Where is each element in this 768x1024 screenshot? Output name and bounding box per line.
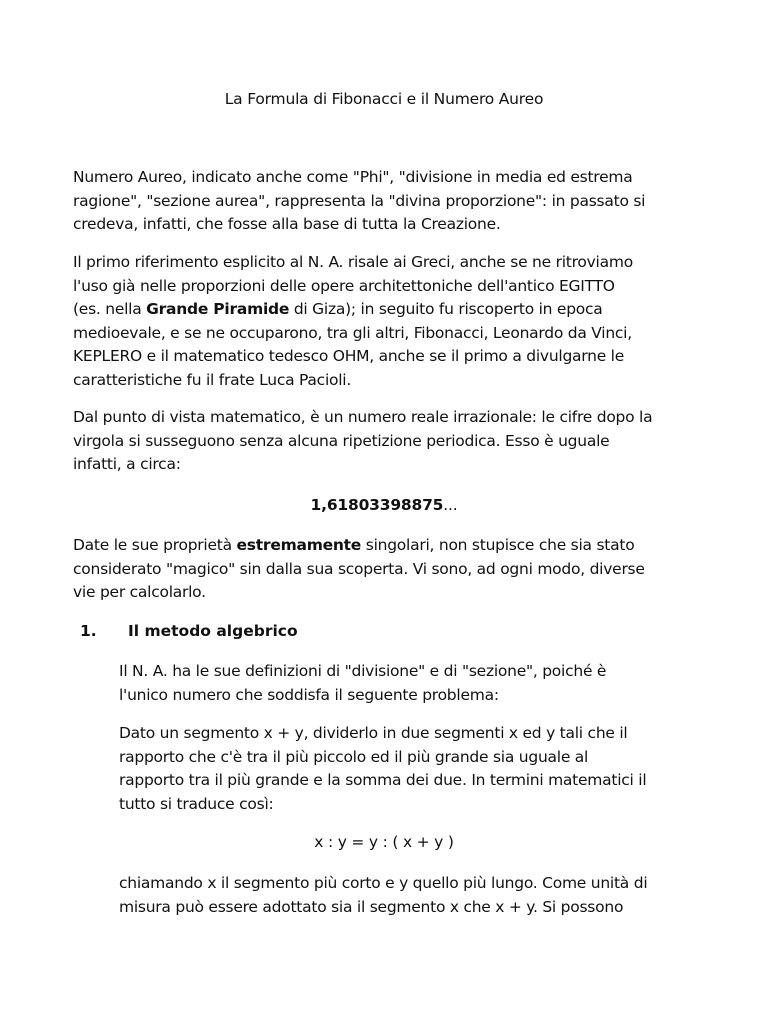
text-line: [73, 298, 713, 322]
text-line: ragione", "sezione aurea", rappresenta la "divina proporzione": in passato si: [73, 191, 646, 210]
text-line: Il primo riferimento esplicito al N. A. risale ai Greci, anche se ne ritroviamo: [73, 253, 633, 271]
text-line: considerato "magico" sin dalla sua scoperta. Vi sono, ad ogni modo, diverse: [73, 559, 645, 578]
text-line: rapporto tra il più grande e la somma dei due. In termini matematici il: [119, 771, 647, 789]
text-fragment: Date le sue proprietà: [73, 536, 237, 554]
phi-ellipsis: ...: [443, 496, 458, 514]
paragraph-numero-aureo: [73, 166, 713, 237]
paragraph-segments: [119, 872, 719, 919]
text-line: medioevale, e se ne occuparono, tra gli altri, Fibonacci, Leonardo da Vinci,: [73, 323, 632, 342]
bold-estremamente: estremamente: [236, 536, 362, 554]
text-line: KEPLERO e il matematico tedesco OHM, anche se il primo a divulgarne le: [73, 347, 625, 365]
text-line: rapporto che c'è tra il più piccolo ed il più grande sia uguale al: [119, 747, 589, 766]
bold-grande-piramide: Grande Piramide: [146, 300, 290, 318]
paragraph-history: [73, 251, 713, 392]
document-title: La Formula di Fibonacci e il Numero Aureo: [224, 90, 544, 108]
paragraph-mathematical: [73, 406, 713, 477]
text-line: credeva, infatti, che fosse alla base di tutta la Creazione.: [73, 215, 501, 233]
text-line: Il N. A. ha le sue definizioni di "divisione" e di "sezione", poiché è: [119, 662, 607, 680]
phi-value: 1,61803398875: [310, 496, 444, 514]
phi-value-line: [0, 496, 768, 514]
text-line: Dal punto di vista matematico, è un numero reale irrazionale: le cifre dopo la: [73, 408, 653, 426]
text-line: [73, 534, 713, 558]
text-fragment: singolari, non stupisce che sia stato: [361, 536, 635, 554]
paragraph-definitions: [119, 660, 719, 707]
text-line: virgola si susseguono senza alcuna ripetizione periodica. Esso è uguale: [73, 431, 610, 450]
text-line: vie per calcolarlo.: [73, 583, 206, 601]
proportion-formula: x : y = y : ( x + y ): [314, 833, 454, 851]
text-line: l'unico numero che soddisfa il seguente problema:: [119, 685, 499, 704]
section-heading-algebraic: [80, 622, 298, 640]
text-line: infatti, a circa:: [73, 455, 181, 473]
text-line: tutto si traduce così:: [119, 794, 274, 813]
text-line: caratteristiche fu il frate Luca Pacioli.: [73, 370, 352, 389]
paragraph-segment-problem: [119, 722, 719, 816]
text-line: Dato un segmento x + y, dividerlo in due segmenti x ed y tali che il: [119, 724, 628, 742]
text-line: l'uso già nelle proporzioni delle opere architettoniche dell'antico EGITTO: [73, 276, 615, 295]
text-fragment: (es. nella: [73, 300, 147, 318]
text-fragment: di Giza); in seguito fu riscoperto in epoca: [289, 300, 603, 318]
section-number: 1.: [80, 622, 97, 640]
paragraph-properties: [73, 534, 713, 605]
text-line: Numero Aureo, indicato anche come "Phi", "divisione in media ed estrema: [73, 168, 633, 186]
section-title: Il metodo algebrico: [128, 622, 298, 640]
text-line: chiamando x il segmento più corto e y quello più lungo. Come unità di: [119, 874, 648, 892]
text-line: misura può essere adottato sia il segmento x che x + y. Si possono: [119, 897, 624, 916]
